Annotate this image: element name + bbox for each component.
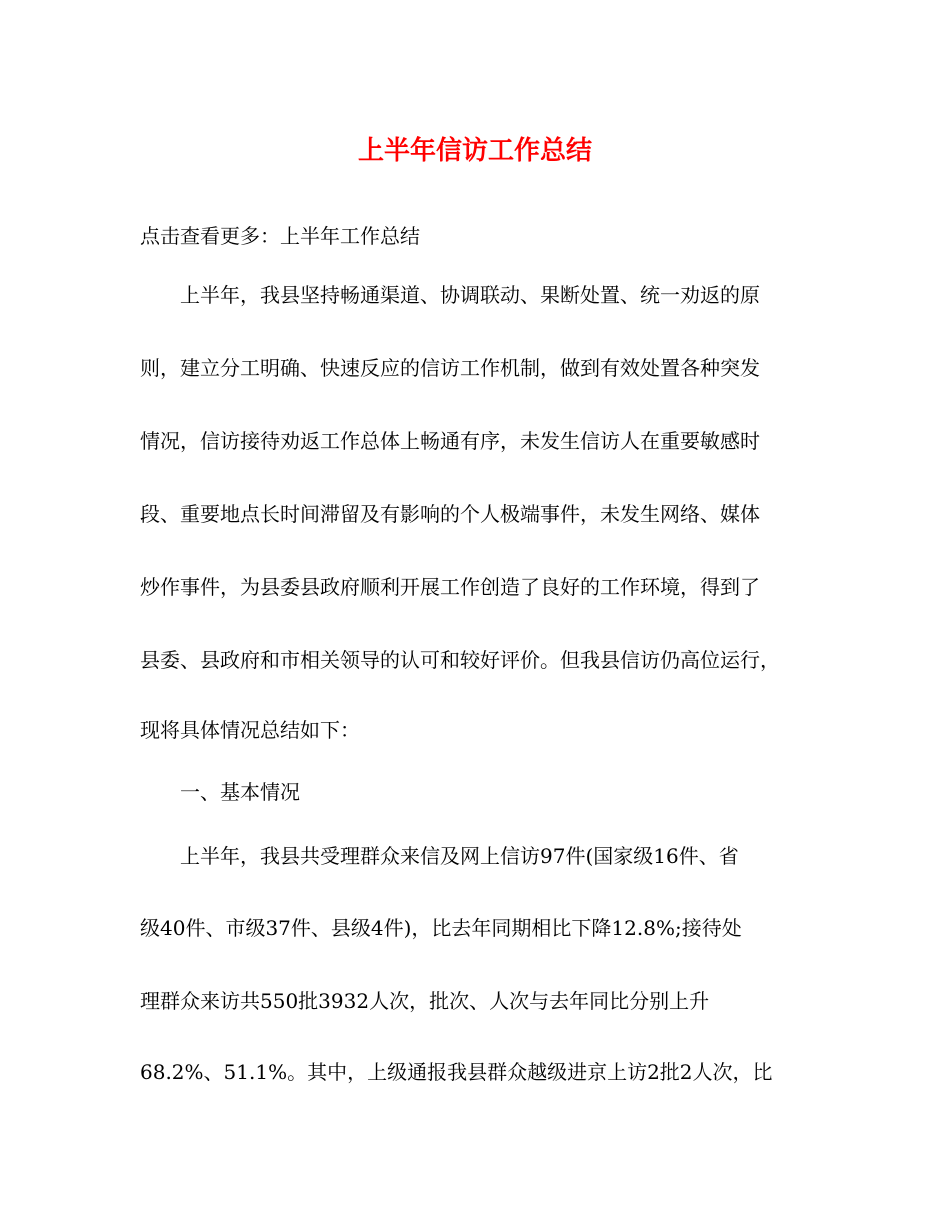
paragraph-line: 68.2%、51.1%。其中，上级通报我县群众越级进京上访2批2人次，比: [140, 1060, 773, 1084]
paragraph-line: 情况，信访接待劝返工作总体上畅通有序，未发生信访人在重要敏感时: [140, 429, 760, 453]
paragraph-line: 段、重要地点长时间滞留及有影响的个人极端事件，未发生网络、媒体: [140, 502, 760, 526]
paragraph-line: 炒作事件，为县委县政府顺利开展工作创造了良好的工作环境，得到了: [140, 575, 760, 599]
paragraph-line: 理群众来访共550批3932人次，批次、人次与去年同比分别上升: [140, 989, 710, 1013]
paragraph-line: 上半年，我县共受理群众来信及网上信访97件(国家级16件、省: [180, 844, 739, 868]
paragraph-line: 县委、县政府和市相关领导的认可和较好评价。但我县信访仍高位运行，: [140, 648, 780, 672]
document-title: 上半年信访工作总结: [357, 136, 592, 166]
paragraph-line: 级40件、市级37件、县级4件)，比去年同期相比下降12.8%;接待处: [140, 916, 742, 940]
paragraph-line: 则，建立分工明确、快速反应的信访工作机制，做到有效处置各种突发: [140, 356, 760, 380]
more-link[interactable]: 点击查看更多：上半年工作总结: [140, 224, 420, 248]
paragraph-line: 现将具体情况总结如下：: [140, 718, 360, 742]
section-heading: 一、基本情况: [180, 780, 300, 804]
paragraph-line: 上半年，我县坚持畅通渠道、协调联动、果断处置、统一劝返的原: [180, 283, 760, 307]
